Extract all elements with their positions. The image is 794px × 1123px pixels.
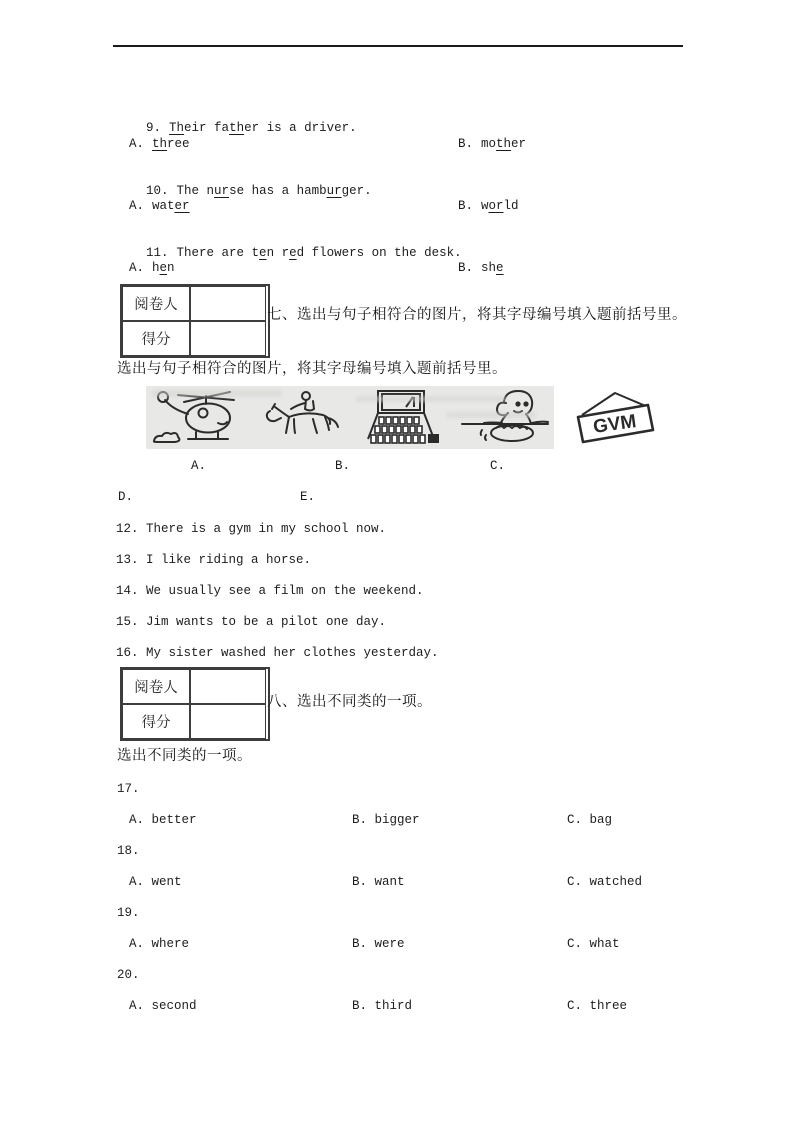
score-blank-cell [190, 321, 266, 356]
picture-label-a: A. [191, 459, 207, 473]
question-20-number: 20. [117, 968, 140, 982]
question-sentence: Their father is a driver. [169, 121, 357, 135]
section-7-instruction: 选出与句子相符合的图片，将其字母编号填入题前括号里。 [117, 361, 507, 377]
grader-score-box [120, 667, 270, 741]
reviewer-label-cell: 阅卷人 [122, 669, 190, 704]
scan-smudge [356, 396, 506, 402]
scan-smudge [446, 412, 536, 418]
option-a: A. three [129, 137, 190, 151]
question-sentence: The nurse has a hamburger. [176, 184, 372, 198]
section-8-instruction: 选出不同类的一项。 [117, 748, 252, 764]
reviewer-blank-cell [190, 286, 266, 321]
option-b: B. world [458, 199, 519, 213]
section-8-title: 八、选出不同类的一项。 [267, 694, 432, 710]
sentence-13: 13. I like riding a horse. [116, 553, 312, 567]
option-c: C. bag [567, 813, 613, 827]
scan-smudge [152, 390, 282, 397]
option-c: C. watched [567, 875, 643, 889]
option-b: B. bigger [352, 813, 420, 827]
picture-label-d: D. [118, 490, 134, 504]
picture-label-e: E. [300, 490, 316, 504]
option-b: B. mother [458, 137, 527, 151]
header-rule [113, 45, 683, 47]
picture-strip [146, 386, 554, 449]
gym-sign-text: GVM [591, 411, 638, 438]
option-a: A. went [129, 875, 182, 889]
gym-sign-picture [568, 386, 662, 448]
option-a: A. second [129, 999, 197, 1013]
picture-label-c: C. [490, 459, 506, 473]
option-b: B. third [352, 999, 413, 1013]
option-a: A. water [129, 199, 190, 213]
option-b: B. want [352, 875, 405, 889]
sentence-15: 15. Jim wants to be a pilot one day. [116, 615, 387, 629]
score-label-cell: 得分 [122, 321, 190, 356]
option-c: C. three [567, 999, 628, 1013]
question-17-number: 17. [117, 782, 140, 796]
option-a: A. better [129, 813, 197, 827]
option-b: B. she [458, 261, 504, 275]
question-sentence: There are ten red flowers on the desk. [176, 246, 462, 260]
question-18-number: 18. [117, 844, 140, 858]
sentence-12: 12. There is a gym in my school now. [116, 522, 387, 536]
question-number: 11. [146, 246, 169, 260]
option-c: C. what [567, 937, 620, 951]
reviewer-label-cell: 阅卷人 [122, 286, 190, 321]
option-a: A. where [129, 937, 190, 951]
option-b: B. were [352, 937, 405, 951]
score-blank-cell [190, 704, 266, 739]
question-19-number: 19. [117, 906, 140, 920]
option-a: A. hen [129, 261, 175, 275]
question-20-options [0, 998, 794, 1078]
sentence-16: 16. My sister washed her clothes yesterday. [116, 646, 439, 660]
reviewer-blank-cell [190, 669, 266, 704]
section-7-title: 七、选出与句子相符合的图片，将其字母编号填入题前括号里。 [267, 307, 687, 323]
grader-score-box [120, 284, 270, 358]
score-label-cell: 得分 [122, 704, 190, 739]
sentence-14: 14. We usually see a film on the weekend. [116, 584, 424, 598]
question-number: 9. [146, 121, 162, 135]
picture-label-b: B. [335, 459, 351, 473]
question-number: 10. [146, 184, 169, 198]
